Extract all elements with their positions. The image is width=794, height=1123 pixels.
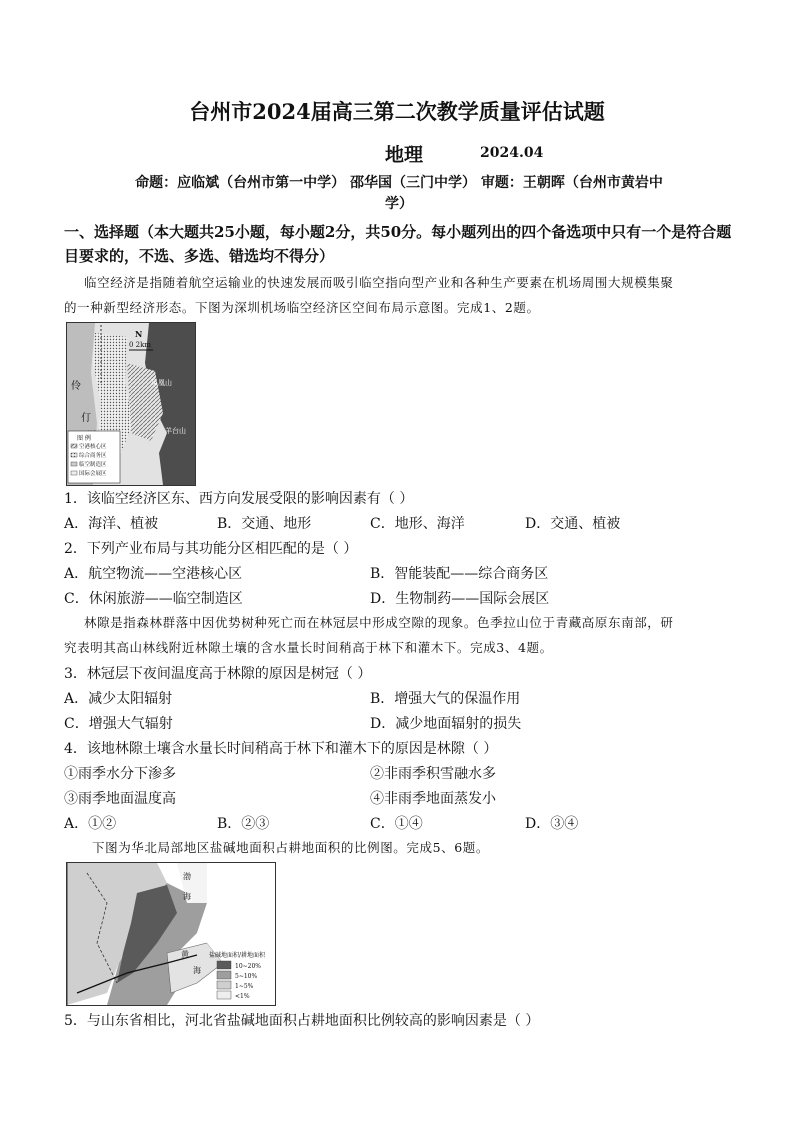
subject-label: 地理 — [385, 144, 424, 166]
passage-2-line-2: 究表明其高山林线附近林隙土壤的含水量长时间稍高于林下和灌木下。完成3、4题。 — [64, 640, 553, 655]
q3-option-a[interactable]: A．减少太阳辐射 — [64, 691, 173, 707]
q4-statement-2: ②非雨季积雪融水多 — [370, 766, 496, 782]
q4-stem: 4．该地林隙土壤含水量长时间稍高于林下和灌木下的原因是林隙（ ） — [64, 741, 498, 757]
passage-1-line-1: 临空经济是指随着航空运输业的快速发展而吸引临空指向型产业和各种生产要素在机场周围大规模集聚 — [84, 275, 674, 290]
map2-legend-item-1: 10~20% — [235, 963, 261, 970]
passage-1-line-2: 的一种新型经济形态。下图为深圳机场临空经济区空间布局示意图。完成1、2题。 — [64, 300, 540, 315]
map2-legend-title: 盐碱地面积/耕地面积 — [209, 952, 266, 959]
saline-land-map-drawing — [67, 863, 275, 1005]
q5-stem: 5．与山东省相比，河北省盐碱地面积占耕地面积比例较高的影响因素是（ ） — [64, 1013, 540, 1029]
sea-label-hai-2: 海 — [193, 966, 201, 975]
airport-map-drawing — [67, 323, 195, 485]
q1-stem: 1．该临空经济区东、西方向发展受限的影响因素有（ ） — [64, 491, 414, 507]
exam-date: 2024.04 — [480, 145, 544, 161]
legend-item-3: 临空制造区 — [79, 462, 107, 468]
sea-label-1: 伶 — [71, 381, 81, 392]
authors-line-1: 命题：应临斌（台州市第一中学） 邵华国（三门中学） 审题：王朝晖（台州市黄岩中 — [135, 175, 663, 191]
saline-land-map — [66, 862, 276, 1006]
authors-block — [64, 173, 734, 215]
mountain-label-2: 羊台山 — [165, 427, 186, 435]
exam-title: 台州市2024届高三第二次教学质量评估试题 — [189, 99, 605, 124]
legend-item-1: 空港核心区 — [79, 444, 107, 450]
q1-option-a[interactable]: A．海洋、植被 — [64, 516, 159, 532]
authors-line-2: 学） — [385, 196, 413, 212]
map2-legend-item-4: <1% — [235, 993, 250, 1000]
q1-option-b[interactable]: B．交通、地形 — [217, 516, 312, 532]
q3-option-c[interactable]: C．增强大气辐射 — [64, 716, 173, 732]
q2-stem: 2．下列产业布局与其功能分区相匹配的是（ ） — [64, 541, 358, 557]
legend-item-2: 综合商务区 — [79, 453, 107, 459]
q4-option-c[interactable]: C．①④ — [370, 816, 423, 832]
sea-label-2: 仃 — [81, 413, 91, 424]
q1-option-d[interactable]: D．交通、植被 — [525, 516, 621, 532]
map2-legend-item-2: 5~10% — [235, 973, 258, 980]
q4-statement-1: ①雨季水分下渗多 — [64, 766, 176, 782]
q3-stem: 3．林冠层下夜间温度高于林隙的原因是树冠（ ） — [64, 666, 372, 682]
q1-option-c[interactable]: C．地形、海洋 — [370, 516, 465, 532]
q4-statement-3: ③雨季地面温度高 — [64, 791, 176, 807]
legend-title: 图 例 — [77, 435, 91, 442]
q3-option-d[interactable]: D．减少地面辐射的损失 — [370, 716, 522, 732]
sea-label-bo: 渤 — [183, 872, 191, 881]
map2-legend-item-3: 1~5% — [235, 983, 254, 990]
sea-label-hai-1: 海 — [183, 892, 191, 901]
airport-map — [66, 322, 196, 486]
q3-option-b[interactable]: B．增强大气的保温作用 — [370, 691, 521, 707]
sea-label-huang: 黄 — [181, 950, 189, 959]
section-heading: 一、选择题（本大题共25小题，每小题2分，共50分。每小题列出的四个备选项中只有一个是符合题目要求的，不选、多选、错选均不得分） — [64, 223, 732, 265]
q2-option-c[interactable]: C．休闲旅游——临空制造区 — [64, 591, 243, 607]
scale-label: 0 2km — [129, 341, 152, 349]
mountain-label-1: 凤凰山 — [151, 379, 172, 387]
north-arrow-icon: N — [135, 329, 143, 339]
q4-option-d[interactable]: D．③④ — [525, 816, 579, 832]
q2-option-d[interactable]: D．生物制药——国际会展区 — [370, 591, 550, 607]
q4-option-b[interactable]: B．②③ — [217, 816, 270, 832]
legend-item-4: 国际会展区 — [79, 471, 107, 477]
q2-option-a[interactable]: A．航空物流——空港核心区 — [64, 566, 243, 582]
q4-option-a[interactable]: A．①② — [64, 816, 117, 832]
passage-3-line-1: 下图为华北局部地区盐碱地面积占耕地面积的比例图。完成5、6题。 — [92, 840, 490, 855]
q2-option-b[interactable]: B．智能装配——综合商务区 — [370, 566, 549, 582]
q4-statement-4: ④非雨季地面蒸发小 — [370, 791, 496, 807]
passage-2-line-1: 林隙是指森林群落中因优势树种死亡而在林冠层中形成空隙的现象。色季拉山位于青藏高原东南部，研 — [84, 615, 674, 630]
